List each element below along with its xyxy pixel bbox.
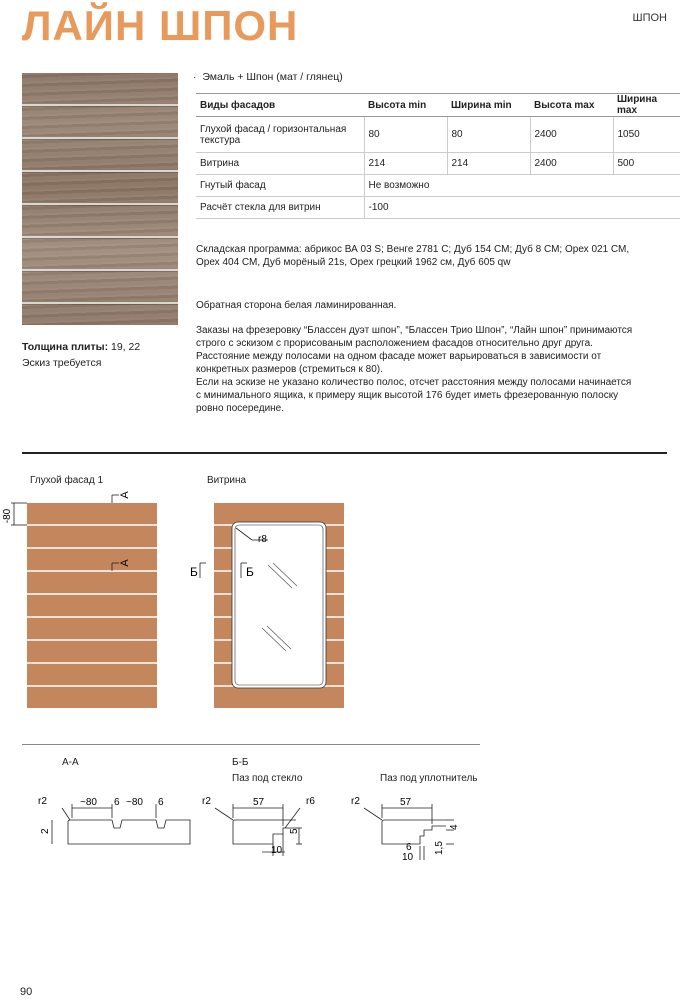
r8-label: r8 [258, 534, 267, 545]
table-cell: 80 [364, 117, 447, 153]
thickness-label: Толщина плиты: [22, 341, 109, 353]
bb-width: 57 [253, 797, 265, 808]
bb-r2: r2 [202, 796, 211, 807]
note-line: с минимального ящика, к примеру ящик высотой 176 будет иметь фрезерованную полоску [196, 390, 619, 401]
section-label: ШПОН [632, 12, 667, 24]
seal-h1: 4 [449, 824, 460, 830]
thickness-info [22, 339, 140, 371]
section-bb-label: Б-Б [232, 757, 249, 768]
facade-drawings [0, 480, 683, 740]
section-aa-drawing [52, 804, 190, 844]
table-cell: 214 [364, 153, 447, 175]
aa-g1: 6 [114, 797, 120, 808]
specs-table [196, 93, 680, 219]
veneer-sample-image [22, 73, 178, 325]
vitrina-drawing [190, 503, 344, 708]
vitrina-label: Витрина [207, 475, 247, 486]
table-row [196, 197, 680, 219]
finish-bullet: · Эмаль + Шпон (мат / глянец) [193, 71, 343, 83]
mark-b-right: Б [246, 565, 254, 579]
seal-h2: 1,5 [434, 841, 445, 855]
table-cell: Не возможно [364, 175, 680, 197]
table-cell: 2400 [530, 117, 613, 153]
finish-text: Эмаль + Шпон (мат / глянец) [202, 71, 343, 83]
table-header: Ширина min [447, 94, 530, 117]
table-cell: 1050 [613, 117, 680, 153]
page-title: ЛАЙН ШПОН [22, 2, 299, 49]
table-header: Высота max [530, 94, 613, 117]
aa-r2: r2 [38, 796, 47, 807]
section-drawings [0, 785, 683, 865]
table-cell: 2400 [530, 153, 613, 175]
table-cell: -100 [364, 197, 680, 219]
dim-80: -80 [2, 508, 13, 524]
glass-groove-label: Паз под стекло [232, 773, 303, 784]
aa-g2: 6 [158, 797, 164, 808]
order-notes [196, 324, 632, 415]
table-header: Ширина max [613, 94, 680, 117]
seal-groove-label: Паз под уплотнитель [380, 773, 478, 784]
stock-program: Складская программа: абрикос ВА 03 S; Венге 2781 С; Дуб 154 СМ; Дуб 8 СМ; Орех 021 СМ, Орех 404 СМ, Дуб морёный 21s, Орех грецкий 1962 см, Дуб 605 qw [196, 244, 630, 268]
note-line: Если на эскизе не указано количество полос, отсчет расстояния между полосами начинается [196, 377, 632, 388]
table-cell: 500 [613, 153, 680, 175]
seal-width: 57 [400, 797, 412, 808]
seal-r2: r2 [351, 796, 360, 807]
aa-w1: ~80 [80, 797, 97, 808]
blind-facade-label: Глухой фасад 1 [30, 475, 104, 486]
table-header: Виды фасадов [196, 94, 364, 117]
mark-b-left: Б [190, 565, 198, 579]
table-header: Высота min [364, 94, 447, 117]
section-aa-label: А-А [62, 757, 79, 768]
note-line: ровно посередине. [196, 403, 285, 414]
bb-depth: 10 [271, 845, 283, 856]
note-line: Заказы на фрезеровку “Блассен дуэт шпон”, “Блассен Трио Шпон”, “Лайн шпон” принимаются [196, 325, 633, 336]
table-cell: Гнутый фасад [196, 175, 364, 197]
table-cell: Глухой фасад / горизонтальная текстура [196, 117, 364, 153]
backside-note: Обратная сторона белая ламинированная. [196, 300, 397, 311]
note-line: строго с эскизом с прорисованым расположением фасадов относительно друг друга. [196, 338, 593, 349]
note-line: Расстояние между полосами на одном фасаде может варьироваться в зависимости от [196, 351, 602, 362]
drawing-divider [22, 744, 480, 745]
page-number: 90 [20, 986, 33, 998]
seal-d2: 10 [402, 852, 414, 863]
bb-r6: r6 [306, 796, 315, 807]
aa-depth: 2 [40, 828, 51, 834]
mark-a: А [119, 559, 131, 567]
table-header-row [196, 94, 680, 117]
note-line: конкретных размеров (стремиться к 80). [196, 364, 383, 375]
table-cell: Витрина [196, 153, 364, 175]
bb-height: 5 [289, 828, 300, 834]
section-divider [22, 452, 667, 454]
seal-d1: 6 [406, 842, 412, 853]
table-cell: Расчёт стекла для витрин [196, 197, 364, 219]
sketch-required: Эскиз требуется [22, 357, 102, 369]
table-row [196, 175, 680, 197]
blind-facade-drawing [2, 491, 157, 708]
table-cell: 80 [447, 117, 530, 153]
aa-w2: ~80 [126, 797, 143, 808]
table-row [196, 117, 680, 153]
mark-a-top: А [119, 491, 131, 499]
table-row [196, 153, 680, 175]
thickness-value: 19, 22 [110, 341, 141, 353]
table-cell: 214 [447, 153, 530, 175]
